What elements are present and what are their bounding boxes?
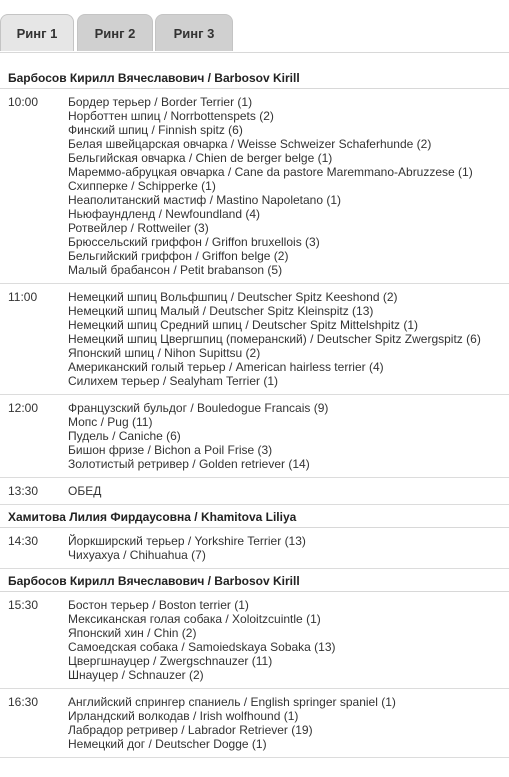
slot-time: 11:00 xyxy=(8,290,38,304)
breed-entry: Бордер терьер / Border Terrier (1) xyxy=(68,95,253,109)
schedule-list xyxy=(0,66,509,758)
breed-entry: Мопс / Pug (11) xyxy=(68,415,153,429)
slot-time: 13:30 xyxy=(8,484,39,498)
breed-entry: Пудель / Caniche (6) xyxy=(68,429,181,443)
breed-entry: Немецкий дог / Deutscher Dogge (1) xyxy=(68,737,267,751)
breed-entry: Шнауцер / Schnauzer (2) xyxy=(68,668,204,682)
tab-ring-2[interactable]: Ринг 2 xyxy=(77,14,153,51)
breed-entry: Золотистый ретривер / Golden retriever (14) xyxy=(68,457,310,471)
breed-list xyxy=(68,695,396,751)
judge-header: Барбосов Кирилл Вячеславович / Barbosov Kirill xyxy=(0,569,509,592)
breed-entry: Бостон терьер / Boston terrier (1) xyxy=(68,598,249,612)
breed-entry: Самоедская собака / Samoiedskaya Sobaka (13) xyxy=(68,640,336,654)
slot-time: 15:30 xyxy=(8,598,39,612)
breed-entry: Малый брабансон / Petit brabanson (5) xyxy=(68,263,283,277)
time-slot xyxy=(0,89,509,284)
breed-entry: Схипперке / Schipperke (1) xyxy=(68,179,216,193)
breed-list xyxy=(68,95,473,277)
slot-time: 14:30 xyxy=(8,534,39,548)
breed-entry: Чихуахуа / Chihuahua (7) xyxy=(68,548,206,562)
time-slot xyxy=(0,689,509,758)
time-slot xyxy=(0,284,509,395)
breed-entry: Немецкий шпиц Цвергшпиц (померанский) / Deutscher Spitz Zwergspitz (6) xyxy=(68,332,481,346)
breed-entry: Йоркширский терьер / Yorkshire Terrier (13) xyxy=(68,534,306,548)
breed-entry: Неаполитанский мастиф / Mastino Napoletano (1) xyxy=(68,193,342,207)
breed-entry: Лабрадор ретривер / Labrador Retriever (19) xyxy=(68,723,313,737)
breed-entry: Американский голый терьер / American hairless terrier (4) xyxy=(68,360,384,374)
breed-entry: Мареммо-абруцкая овчарка / Cane da pastore Maremmano-Abruzzese (1) xyxy=(68,165,473,179)
slot-time: 10:00 xyxy=(8,95,39,109)
breed-entry: Немецкий шпиц Средний шпиц / Deutscher Spitz Mittelshpitz (1) xyxy=(68,318,419,332)
breed-list xyxy=(68,401,328,471)
breed-entry: Немецкий шпиц Вольфшпиц / Deutscher Spitz Keeshond (2) xyxy=(68,290,398,304)
breed-entry: Французский бульдог / Bouledogue Francais (9) xyxy=(68,401,329,415)
slot-time: 16:30 xyxy=(8,695,39,709)
breed-entry: Ирландский волкодав / Irish wolfhound (1) xyxy=(68,709,299,723)
time-slot xyxy=(0,528,509,569)
breed-entry: Силихем терьер / Sealyham Terrier (1) xyxy=(68,374,278,388)
breed-list xyxy=(68,534,306,562)
tab-ring-1[interactable]: Ринг 1 xyxy=(0,14,74,51)
judge-header: Барбосов Кирилл Вячеславович / Barbosov Kirill xyxy=(0,66,509,89)
breed-entry: Мексиканская голая собака / Xoloitzcuintle (1) xyxy=(68,612,321,626)
breed-entry: Японский шпиц / Nihon Supittsu (2) xyxy=(68,346,261,360)
breed-entry: Бельгийская овчарка / Chien de berger belge (1) xyxy=(68,151,333,165)
breed-entry: Бишон фризе / Bichon a Poil Frise (3) xyxy=(68,443,273,457)
breed-entry: Японский хин / Chin (2) xyxy=(68,626,197,640)
breed-entry: Немецкий шпиц Малый / Deutscher Spitz Kleinspitz (13) xyxy=(68,304,374,318)
breed-entry: Финский шпиц / Finnish spitz (6) xyxy=(68,123,243,137)
breed-entry: Английский спрингер спаниель / English springer spaniel (1) xyxy=(68,695,396,709)
breed-entry: Брюссельский гриффон / Griffon bruxellois (3) xyxy=(68,235,320,249)
breed-entry: Белая швейцарская овчарка / Weisse Schweizer Schaferhunde (2) xyxy=(68,137,432,151)
breed-entry: ОБЕД xyxy=(68,484,102,498)
ring-tabs xyxy=(0,0,509,53)
breed-entry: Бельгийский гриффон / Griffon belge (2) xyxy=(68,249,289,263)
slot-time: 12:00 xyxy=(8,401,39,415)
breed-list xyxy=(68,484,101,498)
time-slot xyxy=(0,478,509,505)
tab-ring-3[interactable]: Ринг 3 xyxy=(155,14,233,51)
breed-entry: Норботтен шпиц / Norrbottenspets (2) xyxy=(68,109,274,123)
breed-entry: Цвергшнауцер / Zwergschnauzer (11) xyxy=(68,654,273,668)
breed-list xyxy=(68,290,481,388)
breed-entry: Ротвейлер / Rottweiler (3) xyxy=(68,221,209,235)
breed-entry: Ньюфаундленд / Newfoundland (4) xyxy=(68,207,260,221)
time-slot xyxy=(0,592,509,689)
breed-list xyxy=(68,598,336,682)
judge-header: Хамитова Лилия Фирдаусовна / Khamitova Liliya xyxy=(0,505,509,528)
time-slot xyxy=(0,395,509,478)
